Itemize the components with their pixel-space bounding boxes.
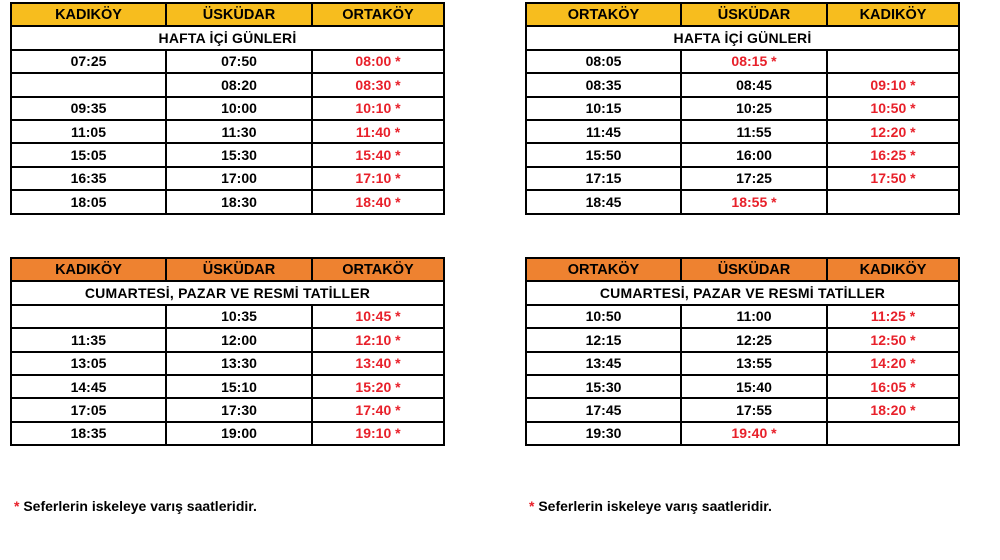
time-cell: 11:25 * bbox=[827, 305, 959, 328]
table-row bbox=[11, 120, 444, 143]
time-cell: 12:15 bbox=[526, 328, 681, 351]
weekend-kadikoy-ortakoy-table bbox=[10, 257, 445, 446]
table-row bbox=[526, 398, 959, 421]
time-cell: 10:00 bbox=[166, 97, 312, 120]
time-cell: 15:20 * bbox=[312, 375, 444, 398]
time-cell: 18:45 bbox=[526, 190, 681, 213]
table-row bbox=[526, 73, 959, 96]
time-cell: 11:55 bbox=[681, 120, 827, 143]
time-cell: 13:30 bbox=[166, 352, 312, 375]
time-cell: 16:00 bbox=[681, 143, 827, 166]
weekday-kadikoy-ortakoy-table bbox=[10, 2, 445, 215]
header-cell: ÜSKÜDAR bbox=[681, 3, 827, 26]
table-title-row bbox=[11, 26, 444, 49]
time-cell: 14:20 * bbox=[827, 352, 959, 375]
time-cell: 15:30 bbox=[526, 375, 681, 398]
time-cell: 18:30 bbox=[166, 190, 312, 213]
time-cell: 11:35 bbox=[11, 328, 166, 351]
time-cell bbox=[827, 50, 959, 73]
time-cell: 10:15 bbox=[526, 97, 681, 120]
time-cell: 11:00 bbox=[681, 305, 827, 328]
table-row bbox=[11, 50, 444, 73]
time-cell: 18:05 bbox=[11, 190, 166, 213]
table-header-row bbox=[526, 3, 959, 26]
table-row bbox=[526, 190, 959, 213]
header-cell: ORTAKÖY bbox=[526, 3, 681, 26]
time-cell: 17:40 * bbox=[312, 398, 444, 421]
header-cell: ÜSKÜDAR bbox=[166, 258, 312, 281]
time-cell: 15:10 bbox=[166, 375, 312, 398]
footnote-text: Seferlerin iskeleye varış saatleridir. bbox=[534, 498, 772, 514]
time-cell: 09:10 * bbox=[827, 73, 959, 96]
time-cell: 15:50 bbox=[526, 143, 681, 166]
table-row bbox=[526, 328, 959, 351]
table-row bbox=[11, 398, 444, 421]
time-cell: 17:10 * bbox=[312, 167, 444, 190]
time-cell: 08:20 bbox=[166, 73, 312, 96]
time-cell: 10:50 bbox=[526, 305, 681, 328]
table-row bbox=[11, 97, 444, 120]
table-row bbox=[526, 50, 959, 73]
table-row bbox=[11, 73, 444, 96]
time-cell: 17:30 bbox=[166, 398, 312, 421]
time-cell: 17:00 bbox=[166, 167, 312, 190]
time-cell: 10:45 * bbox=[312, 305, 444, 328]
arrival-footnote bbox=[529, 498, 772, 514]
time-cell bbox=[827, 422, 959, 445]
time-cell: 08:05 bbox=[526, 50, 681, 73]
time-cell: 11:05 bbox=[11, 120, 166, 143]
table-row bbox=[11, 305, 444, 328]
time-cell: 17:25 bbox=[681, 167, 827, 190]
time-cell: 12:10 * bbox=[312, 328, 444, 351]
time-cell: 08:45 bbox=[681, 73, 827, 96]
table-row bbox=[11, 328, 444, 351]
table-row bbox=[526, 375, 959, 398]
table-title: HAFTA İÇİ GÜNLERİ bbox=[526, 26, 959, 49]
time-cell: 14:45 bbox=[11, 375, 166, 398]
table-title: CUMARTESİ, PAZAR VE RESMİ TATİLLER bbox=[526, 281, 959, 304]
table-row bbox=[526, 352, 959, 375]
time-cell: 10:25 bbox=[681, 97, 827, 120]
table-row bbox=[11, 352, 444, 375]
table-header-row bbox=[11, 3, 444, 26]
table-row bbox=[526, 305, 959, 328]
time-cell: 13:40 * bbox=[312, 352, 444, 375]
time-cell: 19:00 bbox=[166, 422, 312, 445]
time-cell: 10:35 bbox=[166, 305, 312, 328]
weekday-ortakoy-kadikoy-table bbox=[525, 2, 960, 215]
footnote-star: * bbox=[14, 498, 20, 514]
header-cell: KADIKÖY bbox=[11, 3, 166, 26]
table-row bbox=[11, 422, 444, 445]
table-row bbox=[11, 143, 444, 166]
time-cell: 16:05 * bbox=[827, 375, 959, 398]
time-cell: 15:30 bbox=[166, 143, 312, 166]
header-cell: ÜSKÜDAR bbox=[166, 3, 312, 26]
table-row bbox=[526, 422, 959, 445]
time-cell: 17:50 * bbox=[827, 167, 959, 190]
time-cell bbox=[11, 305, 166, 328]
time-cell: 19:30 bbox=[526, 422, 681, 445]
time-cell: 19:40 * bbox=[681, 422, 827, 445]
table-title: CUMARTESİ, PAZAR VE RESMİ TATİLLER bbox=[11, 281, 444, 304]
header-cell: ORTAKÖY bbox=[526, 258, 681, 281]
arrival-footnote bbox=[14, 498, 257, 514]
time-cell: 15:40 bbox=[681, 375, 827, 398]
time-cell: 18:20 * bbox=[827, 398, 959, 421]
time-cell: 11:40 * bbox=[312, 120, 444, 143]
table-title: HAFTA İÇİ GÜNLERİ bbox=[11, 26, 444, 49]
time-cell: 12:20 * bbox=[827, 120, 959, 143]
time-cell: 07:50 bbox=[166, 50, 312, 73]
time-cell: 08:15 * bbox=[681, 50, 827, 73]
weekend-ortakoy-kadikoy-table bbox=[525, 257, 960, 446]
header-cell: KADIKÖY bbox=[11, 258, 166, 281]
time-cell: 13:55 bbox=[681, 352, 827, 375]
time-cell: 10:10 * bbox=[312, 97, 444, 120]
table-title-row bbox=[11, 281, 444, 304]
table-row bbox=[11, 167, 444, 190]
footnote-star: * bbox=[529, 498, 535, 514]
time-cell: 17:55 bbox=[681, 398, 827, 421]
table-row bbox=[526, 167, 959, 190]
table-row bbox=[526, 120, 959, 143]
table-row bbox=[526, 143, 959, 166]
time-cell: 10:50 * bbox=[827, 97, 959, 120]
time-cell: 18:40 * bbox=[312, 190, 444, 213]
time-cell: 11:45 bbox=[526, 120, 681, 143]
table-row bbox=[11, 375, 444, 398]
table-header-row bbox=[526, 258, 959, 281]
header-cell: KADIKÖY bbox=[827, 258, 959, 281]
time-cell: 17:15 bbox=[526, 167, 681, 190]
time-cell: 07:25 bbox=[11, 50, 166, 73]
table-title-row bbox=[526, 281, 959, 304]
time-cell bbox=[827, 190, 959, 213]
header-cell: ORTAKÖY bbox=[312, 258, 444, 281]
time-cell: 12:50 * bbox=[827, 328, 959, 351]
time-cell: 18:55 * bbox=[681, 190, 827, 213]
time-cell: 12:00 bbox=[166, 328, 312, 351]
time-cell: 13:05 bbox=[11, 352, 166, 375]
time-cell: 18:35 bbox=[11, 422, 166, 445]
table-row bbox=[526, 97, 959, 120]
table-title-row bbox=[526, 26, 959, 49]
time-cell: 09:35 bbox=[11, 97, 166, 120]
time-cell: 11:30 bbox=[166, 120, 312, 143]
table-row bbox=[11, 190, 444, 213]
header-cell: ÜSKÜDAR bbox=[681, 258, 827, 281]
time-cell: 19:10 * bbox=[312, 422, 444, 445]
time-cell: 12:25 bbox=[681, 328, 827, 351]
time-cell: 13:45 bbox=[526, 352, 681, 375]
time-cell: 17:45 bbox=[526, 398, 681, 421]
time-cell: 16:25 * bbox=[827, 143, 959, 166]
footnote-text: Seferlerin iskeleye varış saatleridir. bbox=[19, 498, 257, 514]
time-cell bbox=[11, 73, 166, 96]
time-cell: 08:35 bbox=[526, 73, 681, 96]
time-cell: 16:35 bbox=[11, 167, 166, 190]
header-cell: ORTAKÖY bbox=[312, 3, 444, 26]
time-cell: 08:30 * bbox=[312, 73, 444, 96]
table-header-row bbox=[11, 258, 444, 281]
time-cell: 15:40 * bbox=[312, 143, 444, 166]
header-cell: KADIKÖY bbox=[827, 3, 959, 26]
time-cell: 15:05 bbox=[11, 143, 166, 166]
time-cell: 17:05 bbox=[11, 398, 166, 421]
time-cell: 08:00 * bbox=[312, 50, 444, 73]
